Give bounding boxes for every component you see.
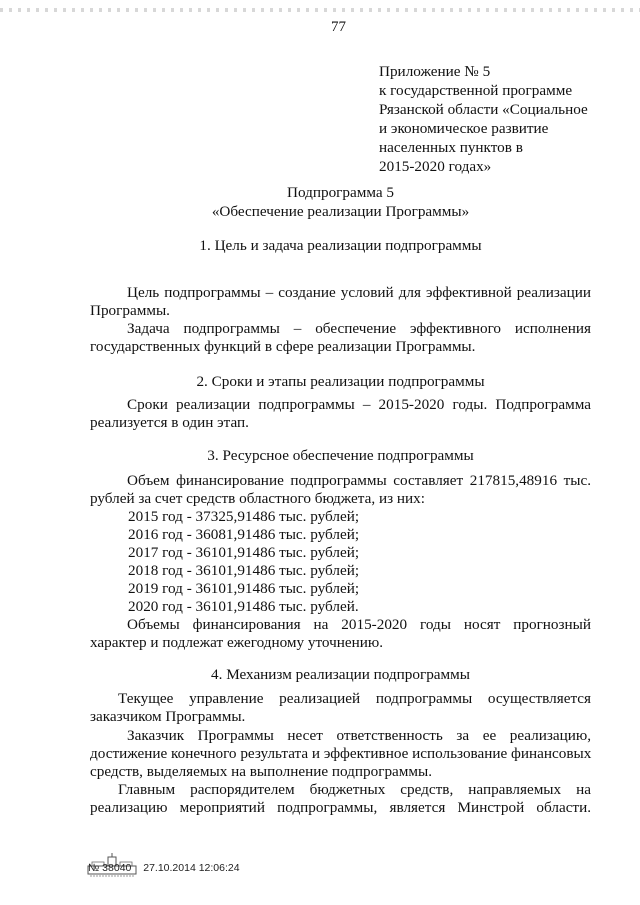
- appendix-header-line: Рязанской области «Социальное: [379, 101, 588, 118]
- paragraph-line: Цель подпрограммы – создание условий для эффективной реализации: [127, 284, 591, 301]
- section-heading: 3. Ресурсное обеспечение подпрограммы: [207, 447, 474, 464]
- paragraph-line: Заказчик Программы несет ответственность за ее реализацию,: [127, 727, 591, 744]
- paragraph-line: рублей за счет средств областного бюджета, из них:: [90, 490, 425, 507]
- funding-year-line: 2017 год - 36101,91486 тыс. рублей;: [128, 544, 360, 561]
- appendix-header-line: и экономическое развитие: [379, 120, 549, 137]
- paragraph-line: Программы.: [90, 302, 170, 319]
- appendix-header: [379, 62, 588, 176]
- scan-artifact-strip: [0, 8, 640, 12]
- paragraph-line: Главным распорядителем бюджетных средств, направляемых на: [118, 781, 591, 798]
- funding-year-line: 2018 год - 36101,91486 тыс. рублей;: [128, 562, 360, 579]
- subprogram-title: «Обеспечение реализации Программы»: [211, 203, 470, 220]
- paragraph-line: реализацию мероприятий подпрограммы, является Минстрой области.: [90, 799, 591, 816]
- paragraph-line: Сроки реализации подпрограммы – 2015-2020 годы. Подпрограмма: [127, 396, 591, 413]
- funding-year-line: 2016 год - 36081,91486 тыс. рублей;: [128, 526, 360, 543]
- footer-registration: [88, 862, 240, 874]
- paragraph-line: государственных функций в сфере реализации Программы.: [90, 338, 476, 355]
- paragraph-line: Объем финансирование подпрограммы составляет 217815,48916 тыс.: [127, 472, 591, 489]
- section-heading: 4. Механизм реализации подпрограммы: [211, 666, 470, 683]
- section-heading: 1. Цель и задача реализации подпрограммы: [199, 237, 482, 254]
- paragraph-line: Задача подпрограммы – обеспечение эффективного исполнения: [127, 320, 591, 337]
- funding-year-line: 2019 год - 36101,91486 тыс. рублей;: [128, 580, 360, 597]
- funding-year-line: 2020 год - 36101,91486 тыс. рублей.: [128, 598, 359, 615]
- section-heading: 2. Сроки и этапы реализации подпрограммы: [196, 373, 485, 390]
- paragraph-line: Объемы финансирования на 2015-2020 годы носят прогнозный: [127, 616, 591, 633]
- paragraph-line: средств, выделяемых на выполнение подпрограммы.: [90, 763, 433, 780]
- timestamp: 27.10.2014 12:06:24: [143, 862, 240, 874]
- paragraph-line: Текущее управление реализацией подпрограммы осуществляется: [118, 690, 591, 707]
- paragraph-line: заказчиком Программы.: [90, 708, 246, 725]
- paragraph-line: достижение конечного результата и эффективное использование финансовых: [90, 745, 592, 762]
- subprogram-number: Подпрограмма 5: [287, 184, 394, 201]
- paragraph-line: реализуется в один этап.: [90, 414, 249, 431]
- appendix-header-line: 2015-2020 годах»: [379, 158, 492, 175]
- paragraph-line: характер и подлежат ежегодному уточнению.: [90, 634, 384, 651]
- appendix-header-line: Приложение № 5: [379, 63, 491, 80]
- appendix-header-line: к государственной программе: [379, 82, 573, 99]
- page-number: 77: [331, 19, 346, 35]
- document-number: № 38040: [88, 862, 132, 874]
- appendix-header-line: населенных пунктов в: [379, 139, 523, 156]
- funding-year-line: 2015 год - 37325,91486 тыс. рублей;: [128, 508, 360, 525]
